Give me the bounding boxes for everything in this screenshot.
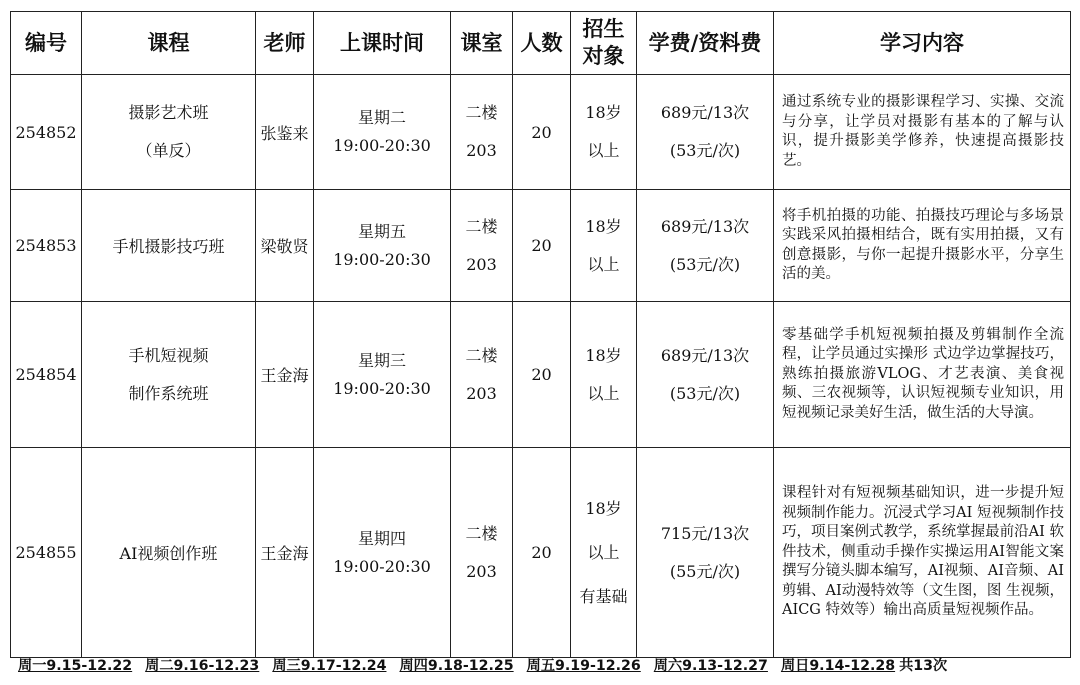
schedule-sunday: 周日9.14-12.28 bbox=[780, 658, 896, 674]
table-row bbox=[11, 190, 1071, 302]
target-group: 18岁 以上 有基础 bbox=[571, 448, 637, 658]
class-time: 星期四 19:00-20:30 bbox=[314, 448, 451, 658]
header-content: 学习内容 bbox=[774, 12, 1071, 75]
classroom: 二楼 203 bbox=[451, 448, 513, 658]
total-sessions: 共13次 bbox=[899, 658, 948, 674]
course-name: AI视频创作班 bbox=[82, 448, 256, 658]
schedule-footer bbox=[18, 655, 1078, 675]
header-teacher: 老师 bbox=[256, 12, 314, 75]
teacher: 张鉴来 bbox=[256, 75, 314, 190]
header-count: 人数 bbox=[513, 12, 571, 75]
teacher: 王金海 bbox=[256, 448, 314, 658]
course-id: 254853 bbox=[11, 190, 82, 302]
header-fee: 学费/资料费 bbox=[637, 12, 774, 75]
header-time: 上课时间 bbox=[314, 12, 451, 75]
course-id: 254854 bbox=[11, 302, 82, 448]
schedule-thursday: 周四9.18-12.25 bbox=[399, 658, 514, 674]
capacity: 20 bbox=[513, 190, 571, 302]
capacity: 20 bbox=[513, 75, 571, 190]
target-group: 18岁 以上 bbox=[571, 302, 637, 448]
learning-content: 将手机拍摄的功能、拍摄技巧理论与多场景实践采风拍摄相结合，既有实用拍摄，又有创意摄影，与你一起提升摄影水平，分享生活的美。 bbox=[774, 190, 1071, 302]
schedule-wednesday: 周三9.17-12.24 bbox=[272, 658, 387, 674]
learning-content: 课程针对有短视频基础知识，进一步提升短视频制作能力。沉浸式学习AI 短视频制作技巧，项目案例式教学，系统掌握最前沿AI 软件技术，侧重动手操作实操运用AI智能文案撰写分镜头脚本编写，AI视频、AI音频、AI剪辑、AI动漫特效等（文生图，图 生视频，AICG 特效等）输出高质量短视频作品。 bbox=[774, 448, 1071, 658]
class-time: 星期五 19:00-20:30 bbox=[314, 190, 451, 302]
class-time: 星期三 19:00-20:30 bbox=[314, 302, 451, 448]
fee: 689元/13次 (53元/次) bbox=[637, 302, 774, 448]
course-name: 手机摄影技巧班 bbox=[82, 190, 256, 302]
classroom: 二楼 203 bbox=[451, 190, 513, 302]
learning-content: 零基础学手机短视频拍摄及剪辑制作全流程，让学员通过实操形 式边学边掌握技巧，熟练拍摄旅游VLOG、才艺表演、美食视频、三农视频等，认识短视频专业知识，用短视频记录美好生活，做生活的大导演。 bbox=[774, 302, 1071, 448]
fee: 689元/13次 (53元/次) bbox=[637, 190, 774, 302]
table-row bbox=[11, 448, 1071, 658]
fee: 689元/13次 (53元/次) bbox=[637, 75, 774, 190]
target-group: 18岁 以上 bbox=[571, 190, 637, 302]
capacity: 20 bbox=[513, 448, 571, 658]
course-name: 手机短视频 制作系统班 bbox=[82, 302, 256, 448]
header-id: 编号 bbox=[11, 12, 82, 75]
course-name: 摄影艺术班 （单反） bbox=[82, 75, 256, 190]
teacher: 王金海 bbox=[256, 302, 314, 448]
table-row bbox=[11, 75, 1071, 190]
schedule-saturday: 周六9.13-12.27 bbox=[653, 658, 768, 674]
teacher: 梁敬贤 bbox=[256, 190, 314, 302]
course-id: 254855 bbox=[11, 448, 82, 658]
header-room: 课室 bbox=[451, 12, 513, 75]
header-course: 课程 bbox=[82, 12, 256, 75]
classroom: 二楼 203 bbox=[451, 302, 513, 448]
target-group: 18岁 以上 bbox=[571, 75, 637, 190]
schedule-monday: 周一9.15-12.22 bbox=[18, 658, 133, 674]
schedule-friday: 周五9.19-12.26 bbox=[526, 658, 641, 674]
classroom: 二楼 203 bbox=[451, 75, 513, 190]
header-target: 招生 对象 bbox=[571, 12, 637, 75]
table-row bbox=[11, 302, 1071, 448]
fee: 715元/13次 (55元/次) bbox=[637, 448, 774, 658]
header-row bbox=[11, 12, 1071, 75]
learning-content: 通过系统专业的摄影课程学习、实操、交流与分享，让学员对摄影有基本的了解与认识，提升摄影美学修养，快速提高摄影技艺。 bbox=[774, 75, 1071, 190]
schedule-tuesday: 周二9.16-12.23 bbox=[145, 658, 260, 674]
class-time: 星期二 19:00-20:30 bbox=[314, 75, 451, 190]
course-table bbox=[10, 11, 1071, 658]
capacity: 20 bbox=[513, 302, 571, 448]
course-id: 254852 bbox=[11, 75, 82, 190]
